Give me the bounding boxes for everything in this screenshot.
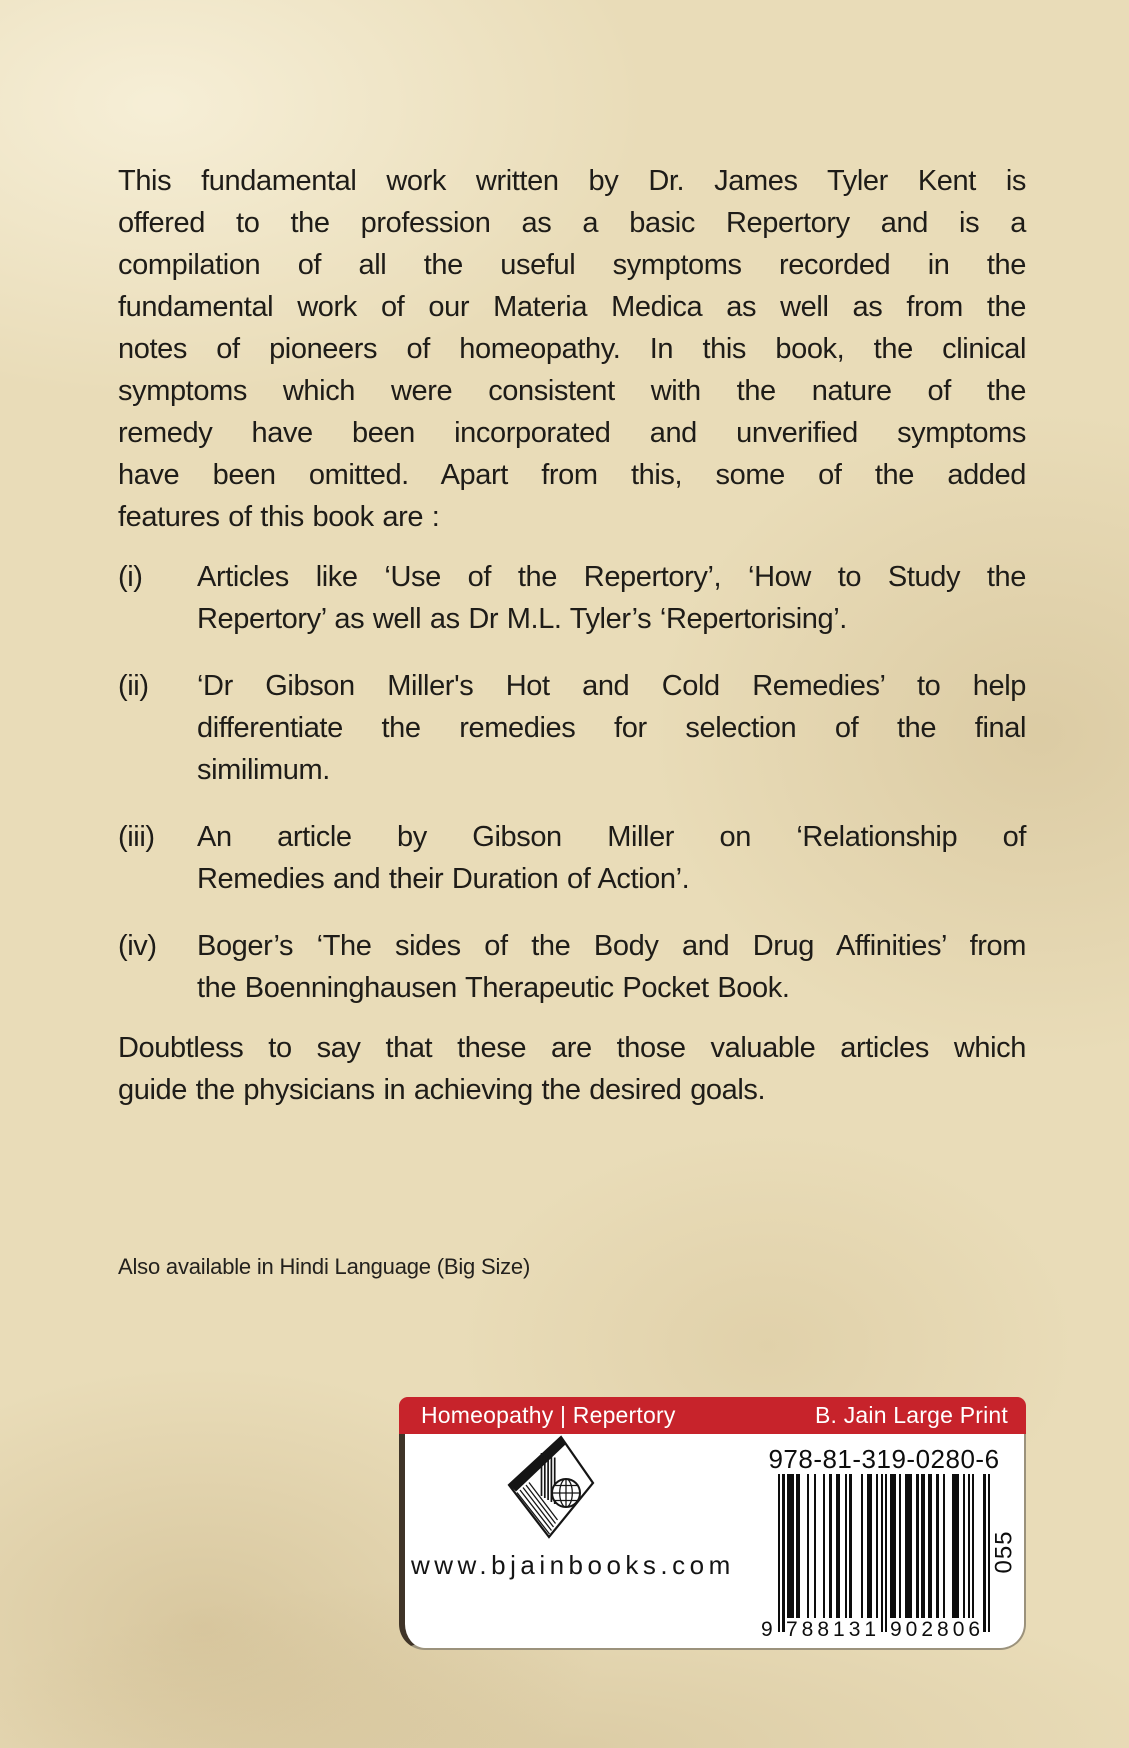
feature-line: An article by Gibson Miller on ‘Relationship of <box>197 821 1026 853</box>
barcode-bar <box>787 1474 794 1618</box>
closing-line: guide the physicians in achieving the desired goals. <box>118 1074 766 1106</box>
blurb-line: remedy have been incorporated and unverified symptoms <box>118 417 1026 449</box>
blurb-line: offered to the profession as a basic Repertory and is a <box>118 207 1026 239</box>
blurb-line: have been omitted. Apart from this, some of the added <box>118 459 1026 491</box>
barcode-bar <box>899 1474 901 1618</box>
barcode-bar <box>782 1474 784 1632</box>
feature-line: differentiate the remedies for selection of the final <box>197 712 1026 744</box>
barcode-bar <box>876 1474 878 1618</box>
barcode-bar <box>814 1474 816 1618</box>
barcode-bar <box>905 1474 912 1618</box>
feature-line: Remedies and their Duration of Action’. <box>197 863 690 895</box>
barcode-bar <box>867 1474 871 1618</box>
blurb-paragraph <box>118 160 1026 538</box>
barcode-bar <box>796 1474 800 1618</box>
feature-item-text <box>197 665 1026 791</box>
blurb <box>118 160 1026 1129</box>
category-label: Homeopathy | Repertory <box>421 1402 676 1428</box>
barcode-bar <box>972 1474 974 1618</box>
brand-label: B. Jain Large Print <box>814 1402 1008 1428</box>
barcode-bar <box>952 1474 959 1618</box>
blurb-line: notes of pioneers of homeopathy. In this book, the clinical <box>118 333 1026 365</box>
closing-line: Doubtless to say that these are those valuable articles which <box>118 1032 1026 1064</box>
barcode-bar <box>823 1474 825 1618</box>
barcode-bar <box>968 1474 970 1618</box>
blurb-line: features of this book are : <box>118 501 440 533</box>
barcode-digits-group2: 902806 <box>890 1618 985 1641</box>
barcode-bar <box>861 1474 863 1618</box>
feature-item-marker: (i) <box>118 561 143 593</box>
feature-line: ‘Dr Gibson Miller's Hot and Cold Remedies’ to help <box>197 670 1026 702</box>
barcode-bar <box>836 1474 840 1618</box>
barcode-bars <box>778 1474 990 1632</box>
feature-line: the Boenninghausen Therapeutic Pocket Book. <box>197 972 790 1004</box>
barcode-bar <box>963 1474 965 1618</box>
feature-item-text <box>197 925 1026 1009</box>
barcode-bar <box>916 1474 918 1618</box>
barcode-digits-group1: 788131 <box>786 1618 881 1641</box>
feature-item-marker: (iv) <box>118 930 157 962</box>
feature-item-text <box>197 816 1026 900</box>
barcode-bar <box>983 1474 985 1632</box>
feature-item-marker: (ii) <box>118 670 149 702</box>
barcode-bar <box>943 1474 945 1618</box>
publisher-box <box>399 1397 1026 1650</box>
barcode-bar <box>849 1474 851 1618</box>
barcode-bar <box>881 1474 883 1632</box>
blurb-line: compilation of all the useful symptoms recorded in the <box>118 249 1026 281</box>
barcode-bar <box>778 1474 780 1632</box>
blurb-line: This fundamental work written by Dr. James Tyler Kent is <box>118 165 1026 197</box>
feature-line: Articles like ‘Use of the Repertory’, ‘How to Study the <box>197 561 1026 593</box>
isbn-number: 978-81-319-0280-6 <box>768 1444 1000 1474</box>
feature-line: Repertory’ as well as Dr M.L. Tyler’s ‘Repertorising’. <box>197 603 847 635</box>
bjain-book-globe-logo-icon <box>506 1434 596 1540</box>
feature-item-marker: (iii) <box>118 821 155 853</box>
feature-item <box>118 925 1026 1009</box>
blurb-line: symptoms which were consistent with the nature of the <box>118 375 1026 407</box>
barcode-bar <box>928 1474 932 1618</box>
feature-item <box>118 556 1026 640</box>
barcode-bar <box>885 1474 887 1632</box>
barcode-bar <box>921 1474 925 1618</box>
closing-paragraph <box>118 1027 1026 1111</box>
side-code: 055 <box>990 1530 1018 1574</box>
barcode <box>761 1474 990 1642</box>
feature-item <box>118 816 1026 900</box>
feature-line: Boger’s ‘The sides of the Body and Drug Affinities’ from <box>197 930 1026 962</box>
barcode-bar <box>829 1474 831 1618</box>
barcode-bar <box>936 1474 938 1618</box>
feature-item-text <box>197 556 1026 640</box>
feature-line: similimum. <box>197 754 330 786</box>
barcode-bar <box>845 1474 847 1618</box>
barcode-bar <box>890 1474 897 1618</box>
feature-item <box>118 665 1026 791</box>
hindi-availability-note: Also available in Hindi Language (Big Size) <box>118 1254 531 1279</box>
category-bar <box>399 1397 1026 1434</box>
barcode-digits <box>761 1618 990 1642</box>
barcode-digit-first: 9 <box>761 1618 773 1641</box>
blurb-line: fundamental work of our Materia Medica as well as from the <box>118 291 1026 323</box>
barcode-bar <box>807 1474 809 1618</box>
publisher-website: www.bjainbooks.com <box>411 1550 735 1580</box>
